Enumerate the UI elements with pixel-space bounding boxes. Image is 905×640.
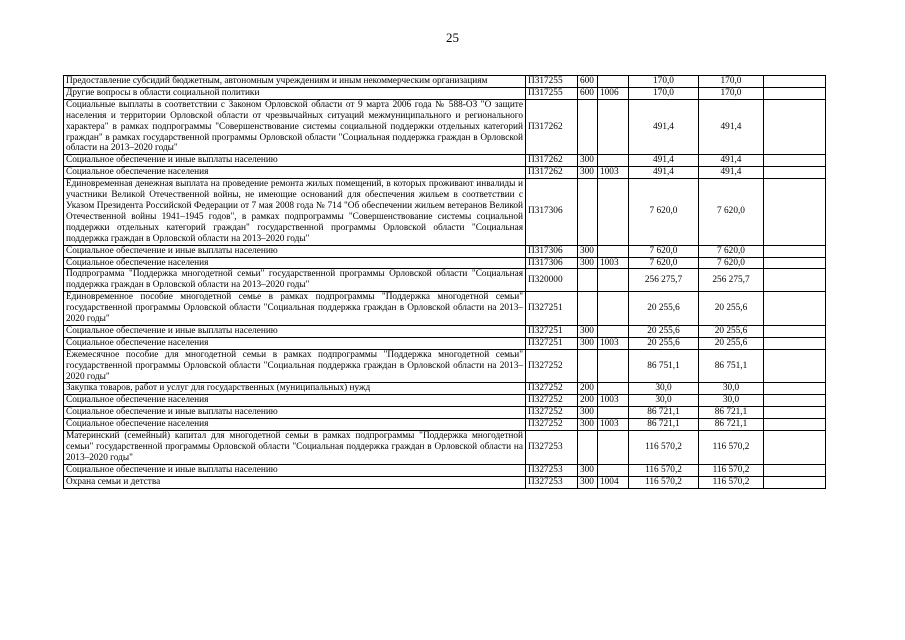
row-code: П317262 bbox=[526, 99, 578, 155]
row-code: П317306 bbox=[526, 245, 578, 257]
row-code: П320000 bbox=[526, 269, 578, 292]
row-section bbox=[598, 292, 629, 326]
table-row bbox=[64, 464, 826, 476]
row-code: П327253 bbox=[526, 476, 578, 488]
row-amount-2: 86 721,1 bbox=[699, 419, 764, 431]
row-expense-type bbox=[578, 431, 598, 465]
row-code: П317255 bbox=[526, 87, 578, 99]
row-name: Социальные выплаты в соответствии с Законом Орловской области от 9 марта 2006 года № 588-ОЗ "О защите населения и территории Орловской области от чрезвычайных ситуаций межмуниципального и регионального характера" в рамках подпрограммы "Совершенствование системы социальной поддержки отдельных категорий граждан" в рамках государственной программы Орловской области "Социальная поддержка граждан в Орловской области на 2013–2020 годы" bbox=[64, 99, 526, 155]
row-empty-cell bbox=[764, 325, 826, 337]
row-amount-1: 30,0 bbox=[629, 395, 699, 407]
row-amount-1: 86 721,1 bbox=[629, 419, 699, 431]
row-amount-1: 170,0 bbox=[629, 87, 699, 99]
row-amount-1: 86 751,1 bbox=[629, 349, 699, 383]
row-amount-1: 30,0 bbox=[629, 383, 699, 395]
row-section bbox=[598, 407, 629, 419]
table-row bbox=[64, 87, 826, 99]
row-amount-2: 20 255,6 bbox=[699, 292, 764, 326]
row-amount-1: 491,4 bbox=[629, 167, 699, 179]
row-section: 1003 bbox=[598, 257, 629, 269]
row-amount-1: 491,4 bbox=[629, 99, 699, 155]
row-empty-cell bbox=[764, 431, 826, 465]
row-empty-cell bbox=[764, 476, 826, 488]
table-row bbox=[64, 349, 826, 383]
row-amount-1: 86 721,1 bbox=[629, 407, 699, 419]
row-empty-cell bbox=[764, 407, 826, 419]
row-section bbox=[598, 269, 629, 292]
row-name: Социальное обеспечение и иные выплаты населению bbox=[64, 155, 526, 167]
row-section: 1004 bbox=[598, 476, 629, 488]
row-amount-2: 7 620,0 bbox=[699, 179, 764, 245]
row-name: Социальное обеспечение населения bbox=[64, 395, 526, 407]
row-expense-type: 300 bbox=[578, 167, 598, 179]
row-amount-2: 86 751,1 bbox=[699, 349, 764, 383]
row-empty-cell bbox=[764, 292, 826, 326]
row-amount-2: 170,0 bbox=[699, 76, 764, 88]
table-row bbox=[64, 76, 826, 88]
row-expense-type: 300 bbox=[578, 476, 598, 488]
row-section bbox=[598, 383, 629, 395]
row-expense-type: 600 bbox=[578, 87, 598, 99]
row-empty-cell bbox=[764, 395, 826, 407]
row-section bbox=[598, 431, 629, 465]
row-expense-type: 300 bbox=[578, 257, 598, 269]
row-name: Социальное обеспечение и иные выплаты населению bbox=[64, 407, 526, 419]
row-expense-type bbox=[578, 349, 598, 383]
row-empty-cell bbox=[764, 179, 826, 245]
row-amount-2: 7 620,0 bbox=[699, 245, 764, 257]
row-amount-2: 20 255,6 bbox=[699, 325, 764, 337]
table-row bbox=[64, 99, 826, 155]
row-expense-type bbox=[578, 99, 598, 155]
row-expense-type: 300 bbox=[578, 325, 598, 337]
row-expense-type: 300 bbox=[578, 155, 598, 167]
table-row bbox=[64, 431, 826, 465]
row-name: Социальное обеспечение населения bbox=[64, 337, 526, 349]
row-amount-1: 20 255,6 bbox=[629, 292, 699, 326]
table-row bbox=[64, 269, 826, 292]
row-amount-2: 30,0 bbox=[699, 395, 764, 407]
row-code: П327252 bbox=[526, 395, 578, 407]
row-amount-2: 491,4 bbox=[699, 99, 764, 155]
row-code: П327252 bbox=[526, 419, 578, 431]
row-code: П327251 bbox=[526, 337, 578, 349]
row-empty-cell bbox=[764, 99, 826, 155]
table-row bbox=[64, 419, 826, 431]
row-code: П317262 bbox=[526, 155, 578, 167]
table-row bbox=[64, 407, 826, 419]
table-row bbox=[64, 167, 826, 179]
row-expense-type: 200 bbox=[578, 383, 598, 395]
row-section bbox=[598, 99, 629, 155]
row-amount-2: 491,4 bbox=[699, 155, 764, 167]
row-name: Социальное обеспечение и иные выплаты населению bbox=[64, 245, 526, 257]
row-code: П317306 bbox=[526, 257, 578, 269]
row-section bbox=[598, 179, 629, 245]
row-code: П327253 bbox=[526, 464, 578, 476]
row-name: Социальное обеспечение и иные выплаты населению bbox=[64, 464, 526, 476]
row-name: Социальное обеспечение населения bbox=[64, 419, 526, 431]
row-section bbox=[598, 76, 629, 88]
table-row bbox=[64, 179, 826, 245]
row-expense-type: 300 bbox=[578, 245, 598, 257]
row-amount-1: 256 275,7 bbox=[629, 269, 699, 292]
row-amount-2: 116 570,2 bbox=[699, 476, 764, 488]
row-amount-2: 116 570,2 bbox=[699, 464, 764, 476]
row-empty-cell bbox=[764, 245, 826, 257]
row-name: Единовременная денежная выплата на проведение ремонта жилых помещений, в которых проживают инвалиды и участники Великой Отечественной войны, не имеющие оснований для обеспечения жильем в соответствии с Указом Президента Российской Федерации от 7 мая 2008 года № 714 "Об обеспечении жильем ветеранов Великой Отечественной войны 1941–1945 годов", в рамках подпрограммы "Совершенствование системы социальной поддержки отдельных категорий граждан" государственной программы Орловской области "Социальная поддержка граждан в Орловской области на 2013–2020 годы" bbox=[64, 179, 526, 245]
table-row bbox=[64, 476, 826, 488]
row-name: Охрана семьи и детства bbox=[64, 476, 526, 488]
row-code: П327252 bbox=[526, 383, 578, 395]
row-name: Социальное обеспечение и иные выплаты населению bbox=[64, 325, 526, 337]
row-section: 1003 bbox=[598, 337, 629, 349]
row-name: Материнский (семейный) капитал для многодетной семьи в рамках подпрограммы "Поддержка многодетной семьи" государственной программы Орловской области "Социальная поддержка граждан в Орловской области на 2013–2020 годы" bbox=[64, 431, 526, 465]
row-section bbox=[598, 325, 629, 337]
table-row bbox=[64, 383, 826, 395]
table-row bbox=[64, 155, 826, 167]
row-amount-1: 7 620,0 bbox=[629, 179, 699, 245]
row-name: Социальное обеспечение населения bbox=[64, 257, 526, 269]
row-code: П327252 bbox=[526, 407, 578, 419]
row-name: Закупка товаров, работ и услуг для государственных (муниципальных) нужд bbox=[64, 383, 526, 395]
table-row bbox=[64, 337, 826, 349]
row-amount-1: 7 620,0 bbox=[629, 257, 699, 269]
row-section: 1003 bbox=[598, 419, 629, 431]
row-section bbox=[598, 464, 629, 476]
row-amount-2: 170,0 bbox=[699, 87, 764, 99]
row-section: 1006 bbox=[598, 87, 629, 99]
row-amount-1: 116 570,2 bbox=[629, 431, 699, 465]
row-name: Ежемесячное пособие для многодетной семьи в рамках подпрограммы "Поддержка многодетной семьи" государственной программы Орловской области "Социальная поддержка граждан в Орловской области на 2013–2020 годы" bbox=[64, 349, 526, 383]
row-expense-type: 300 bbox=[578, 419, 598, 431]
row-amount-1: 116 570,2 bbox=[629, 464, 699, 476]
row-name: Единовременное пособие многодетной семье в рамках подпрограммы "Поддержка многодетной семьи" государственной программы Орловской области "Социальная поддержка граждан в Орловской области на 2013–2020 годы" bbox=[64, 292, 526, 326]
row-empty-cell bbox=[764, 337, 826, 349]
row-section bbox=[598, 245, 629, 257]
row-name: Социальное обеспечение населения bbox=[64, 167, 526, 179]
row-expense-type: 600 bbox=[578, 76, 598, 88]
row-empty-cell bbox=[764, 419, 826, 431]
row-amount-2: 256 275,7 bbox=[699, 269, 764, 292]
row-amount-1: 20 255,6 bbox=[629, 325, 699, 337]
row-expense-type: 300 bbox=[578, 337, 598, 349]
row-empty-cell bbox=[764, 464, 826, 476]
row-empty-cell bbox=[764, 349, 826, 383]
row-expense-type: 200 bbox=[578, 395, 598, 407]
table-row bbox=[64, 257, 826, 269]
row-amount-1: 20 255,6 bbox=[629, 337, 699, 349]
row-empty-cell bbox=[764, 269, 826, 292]
row-name: Другие вопросы в области социальной политики bbox=[64, 87, 526, 99]
row-amount-2: 86 721,1 bbox=[699, 407, 764, 419]
row-amount-1: 116 570,2 bbox=[629, 476, 699, 488]
row-section: 1003 bbox=[598, 395, 629, 407]
row-amount-2: 7 620,0 bbox=[699, 257, 764, 269]
row-section bbox=[598, 155, 629, 167]
table-row bbox=[64, 245, 826, 257]
row-expense-type: 300 bbox=[578, 464, 598, 476]
row-empty-cell bbox=[764, 167, 826, 179]
row-section: 1003 bbox=[598, 167, 629, 179]
budget-table bbox=[63, 75, 826, 489]
row-amount-2: 20 255,6 bbox=[699, 337, 764, 349]
row-code: П317306 bbox=[526, 179, 578, 245]
table-row bbox=[64, 292, 826, 326]
row-name: Подпрограмма "Поддержка многодетной семьи" государственной программы Орловской области "Социальная поддержка граждан в Орловской области на 2013–2020 годы" bbox=[64, 269, 526, 292]
row-empty-cell bbox=[764, 383, 826, 395]
row-code: П327253 bbox=[526, 431, 578, 465]
row-code: П327252 bbox=[526, 349, 578, 383]
row-amount-2: 30,0 bbox=[699, 383, 764, 395]
row-name: Предоставление субсидий бюджетным, автономным учреждениям и иным некоммерческим организациям bbox=[64, 76, 526, 88]
table-row bbox=[64, 325, 826, 337]
row-amount-2: 116 570,2 bbox=[699, 431, 764, 465]
row-amount-1: 491,4 bbox=[629, 155, 699, 167]
row-amount-2: 491,4 bbox=[699, 167, 764, 179]
row-code: П327251 bbox=[526, 292, 578, 326]
row-code: П327251 bbox=[526, 325, 578, 337]
row-amount-1: 7 620,0 bbox=[629, 245, 699, 257]
row-section bbox=[598, 349, 629, 383]
row-empty-cell bbox=[764, 257, 826, 269]
row-code: П317255 bbox=[526, 76, 578, 88]
row-expense-type bbox=[578, 179, 598, 245]
row-expense-type: 300 bbox=[578, 407, 598, 419]
row-amount-1: 170,0 bbox=[629, 76, 699, 88]
row-empty-cell bbox=[764, 155, 826, 167]
page-number: 25 bbox=[446, 30, 459, 45]
row-expense-type bbox=[578, 292, 598, 326]
row-code: П317262 bbox=[526, 167, 578, 179]
table-row bbox=[64, 395, 826, 407]
row-empty-cell bbox=[764, 87, 826, 99]
row-expense-type bbox=[578, 269, 598, 292]
row-empty-cell bbox=[764, 76, 826, 88]
